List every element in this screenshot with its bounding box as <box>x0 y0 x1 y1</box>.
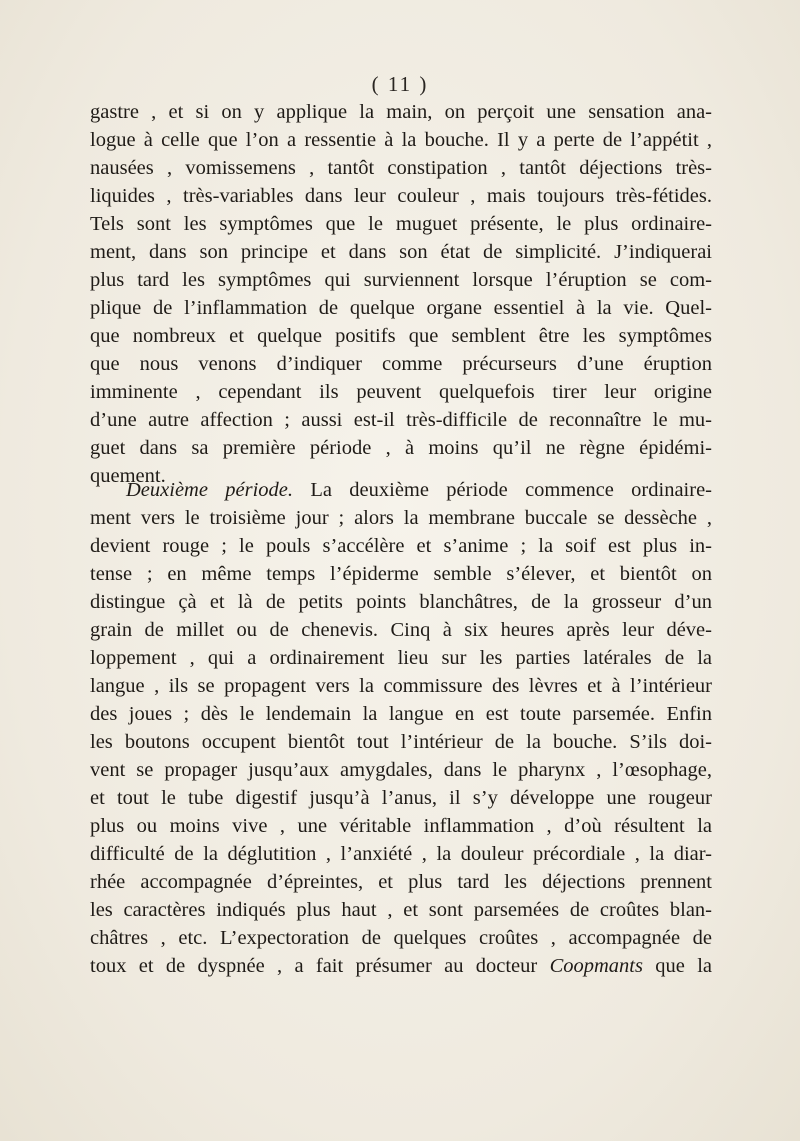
text-line: tense ; en même temps l’épiderme semble s’élever, et bientôt on <box>90 563 712 585</box>
text-line: ment, dans son principe et dans son état de simplicité. J’indiquerai <box>90 241 712 263</box>
page-number: ( 11 ) <box>371 72 429 96</box>
section-heading: Deuxième période. <box>126 479 294 501</box>
text-line: rhée accompagnée d’épreintes, et plus tard les déjections prennent <box>90 871 712 893</box>
text-line: plus tard les symptômes qui surviennent lorsque l’éruption se com- <box>90 269 712 291</box>
text-line: ment vers le troisième jour ; alors la membrane buccale se dessèche , <box>90 507 712 529</box>
text-line: vent se propager jusqu’aux amygdales, dans le pharynx , l’œsophage, <box>90 759 712 781</box>
text-line: nausées , vomissemens , tantôt constipation , tantôt déjections très- <box>90 157 712 179</box>
text-line: plique de l’inflammation de quelque organe essentiel à la vie. Quel- <box>90 297 712 319</box>
paragraph-1 <box>90 98 712 490</box>
text-line: liquides , très-variables dans leur couleur , mais toujours très-fétides. <box>90 185 712 207</box>
text-line: loppement , qui a ordinairement lieu sur les parties latérales de la <box>90 647 712 669</box>
text-line: Tels sont les symptômes que le muguet présente, le plus ordinaire- <box>90 213 712 235</box>
text-line: guet dans sa première période , à moins qu’il ne règne épidémi- <box>90 437 712 459</box>
author-name: Coopmants <box>549 955 643 977</box>
text-line-last <box>90 952 712 980</box>
text-fragment: toux et de dyspnée , a fait présumer au docteur <box>90 955 538 977</box>
text-line: devient rouge ; le pouls s’accélère et s’anime ; la soif est plus in- <box>90 535 712 557</box>
text-fragment: La deuxième période commence ordinaire- <box>310 479 712 501</box>
text-line: plus ou moins vive , une véritable inflammation , d’où résultent la <box>90 815 712 837</box>
text-line: difficulté de la déglutition , l’anxiété , la douleur précordiale , la diar- <box>90 843 712 865</box>
text-line: grain de millet ou de chenevis. Cinq à six heures après leur déve- <box>90 619 712 641</box>
text-line: imminente , cependant ils peuvent quelquefois tirer leur origine <box>90 381 712 403</box>
text-line-first <box>90 476 712 504</box>
text-line: langue , ils se propagent vers la commissure des lèvres et à l’intérieur <box>90 675 712 697</box>
text-line: châtres , etc. L’expectoration de quelques croûtes , accompagnée de <box>90 927 712 949</box>
text-fragment: que la <box>655 955 713 977</box>
text-line: les caractères indiqués plus haut , et sont parsemées de croûtes blan- <box>90 899 712 921</box>
text-line: des joues ; dès le lendemain la langue en est toute parsemée. Enfin <box>90 703 712 725</box>
text-line: quement. <box>90 465 166 487</box>
text-line: gastre , et si on y applique la main, on perçoit une sensation ana- <box>90 101 712 123</box>
text-line: que nous venons d’indiquer comme précurseurs d’une éruption <box>90 353 712 375</box>
text-line: distingue çà et là de petits points blanchâtres, de la grosseur d’un <box>90 591 712 613</box>
text-line: que nombreux et quelque positifs que semblent être les symptômes <box>90 325 712 347</box>
text-line: les boutons occupent bientôt tout l’intérieur de la bouche. S’ils doi- <box>90 731 712 753</box>
text-line: d’une autre affection ; aussi est-il très-difficile de reconnaître le mu- <box>90 409 712 431</box>
text-line: et tout le tube digestif jusqu’à l’anus, il s’y développe une rougeur <box>90 787 712 809</box>
paragraph-2 <box>90 476 712 980</box>
text-line: logue à celle que l’on a ressentie à la bouche. Il y a perte de l’appétit , <box>90 129 712 151</box>
